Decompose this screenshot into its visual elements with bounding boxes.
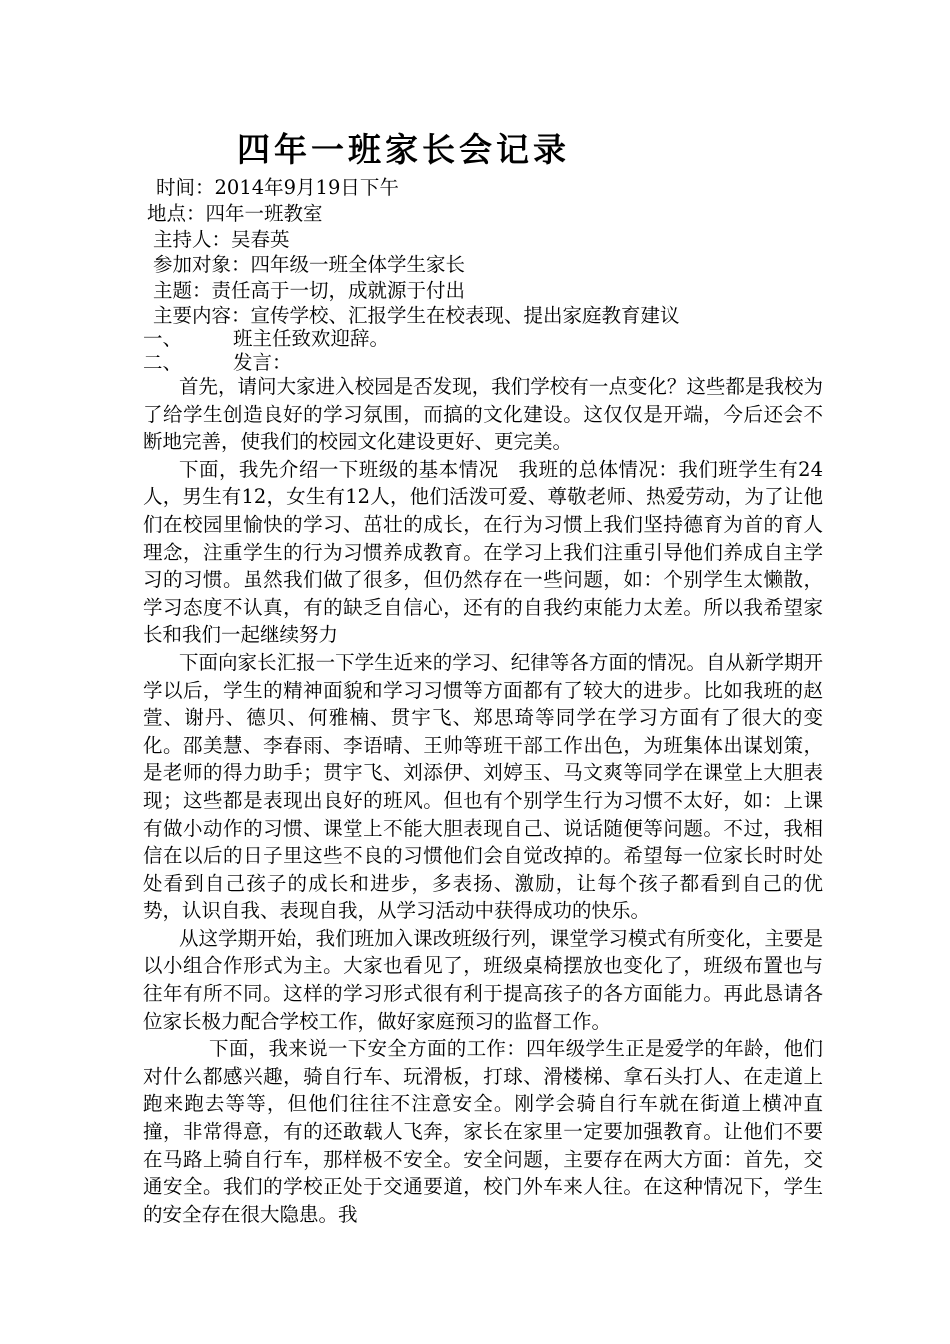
section-heading-1: [143, 326, 389, 352]
meta-place: 地点：四年一班教室: [147, 202, 323, 225]
section-label: 发言：: [233, 351, 292, 374]
document-body: [143, 373, 823, 1228]
paragraph-student-report: 下面向家长汇报一下学生近来的学习、纪律等各方面的情况。自从新学期开学以后，学生的精神面貌和学习习惯等方面都有了较大的进步。比如我班的赵萱、谢丹、德贝、何雅楠、贯宇飞、郑思琦等同学在学习方面有了很大的变化。邵美慧、李春雨、李语晴、王帅等班干部工作出色，为班集体出谋划策，是老师的得力助手；贯宇飞、刘添伊、刘婷玉、马文爽等同学在课堂上大胆表现；这些都是表现出良好的班风。但也有个别学生行为习惯不太好，如：上课有做小动作的习惯、课堂上不能大胆表现自己、说话随便等问题。不过，我相信在以后的日子里这些不良的习惯他们会自觉改掉的。希望每一位家长时时处处看到自己孩子的成长和进步，多表扬、激励，让每个孩子都看到自己的优势，认识自我、表现自我，从学习活动中获得成功的快乐。: [143, 650, 823, 923]
paragraph-safety: 下面，我来说一下安全方面的工作：四年级学生正是爱学的年龄，他们对什么都感兴趣，骑自行车、玩滑板，打球、滑楼梯、拿石头打人、在走道上跑来跑去等等，但他们往往不注意安全。刚学会骑自行车就在街道上横冲直撞，非常得意，有的还敢载人飞奔，家长在家里一定要加强教育。让他们不要在马路上骑自行车，那样极不安全。安全问题，主要存在两大方面：首先，交通安全。我们的学校正处于交通要道，校门外车来人往。在这种情况下，学生的安全存在很大隐患。我: [143, 1037, 823, 1226]
section-number: 二、: [143, 351, 183, 374]
meta-host: 主持人：吴春英: [153, 228, 290, 251]
paragraph-curriculum-reform: 从这学期开始，我们班加入课改班级行列，课堂学习模式有所变化，主要是以小组合作形式为主。大家也看见了，班级桌椅摆放也变化了，班级布置也与往年有所不同。这样的学习形式很有利于提高孩子的各方面能力。再此恳请各位家长极力配合学校工作，做好家庭预习的监督工作。: [143, 926, 823, 1033]
section-label: 班主任致欢迎辞。: [233, 327, 390, 350]
paragraph-class-overview: 下面，我先介绍一下班级的基本情况 我班的总体情况：我们班学生有24人，男生有12，女生有12人，他们活泼可爱、尊敬老师、热爱劳动，为了让他们在校园里愉快的学习、茁壮的成长，在行为习惯上我们坚持德育为首的育人理念，注重学生的行为习惯养成教育。在学习上我们注重引导他们养成自主学习的习惯。虽然我们做了很多，但仍然存在一些问题，如：个别学生太懒散，学习态度不认真，有的缺乏自信心，还有的自我约束能力太差。所以我希望家长和我们一起继续努力: [143, 457, 823, 647]
meta-time: 时间：2014年9月19日下午: [156, 176, 399, 199]
paragraph-intro: 首先，请问大家进入校园是否发现，我们学校有一点变化？这些都是我校为了给学生创造良好的学习氛围，而搞的文化建设。这仅仅是开端，今后还会不断地完善，使我们的校园文化建设更好、更完美。: [143, 375, 823, 454]
section-number: 一、: [143, 327, 183, 350]
meta-participants: 参加对象：四年级一班全体学生家长: [153, 253, 466, 276]
meta-content: 主要内容：宣传学校、汇报学生在校表现、提出家庭教育建议: [153, 304, 680, 327]
document-title: 四年一班家长会记录: [237, 130, 570, 169]
meta-theme: 主题：责任高于一切，成就源于付出: [153, 279, 466, 302]
